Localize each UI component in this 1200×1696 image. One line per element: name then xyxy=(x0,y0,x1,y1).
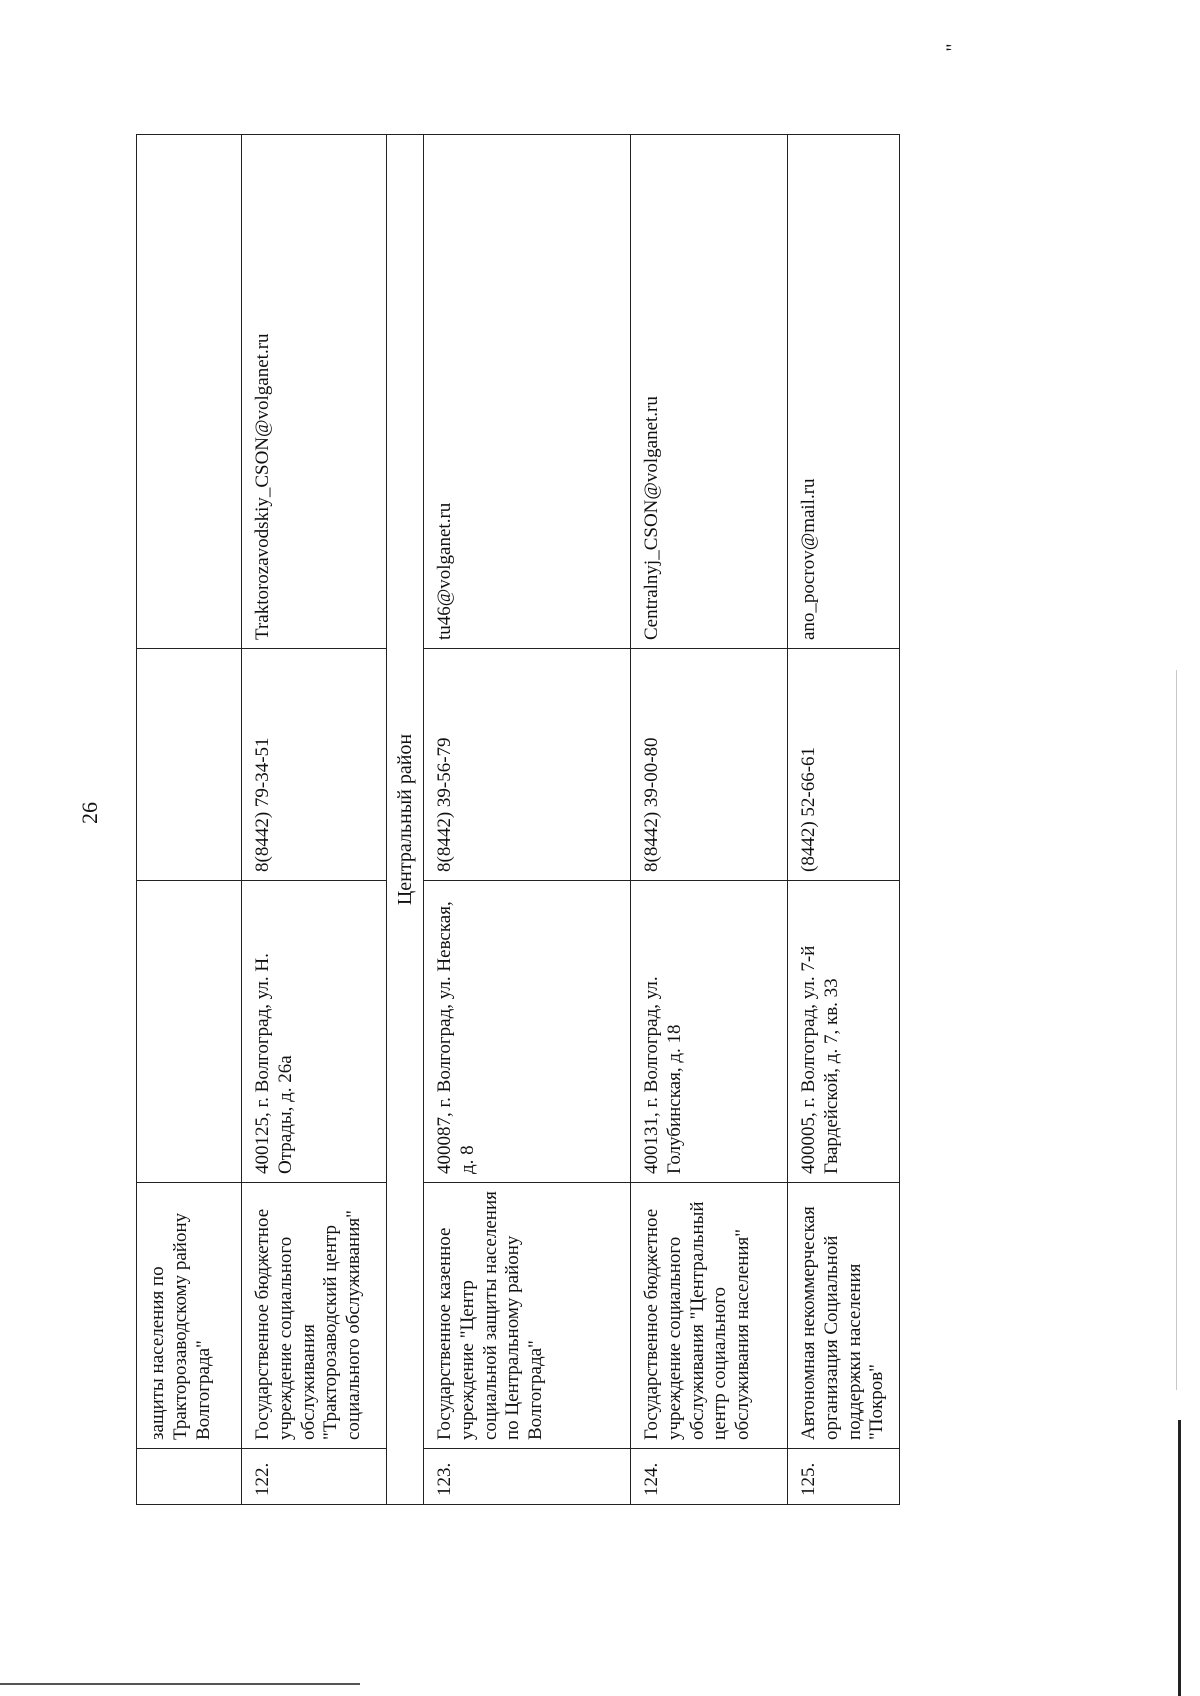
cell-email: Traktorozavodskiy_CSON@volganet.ru xyxy=(242,135,387,649)
cell-email: Centralnyj_CSON@volganet.ru xyxy=(631,135,788,649)
cell-phone: 8(8442) 39-00-80 xyxy=(631,649,788,881)
cell-name: Автономная некоммерческая организация Социальной поддержки населения "Покров" xyxy=(788,1183,900,1449)
cell-address: 400005, г. Волгоград, ул. 7-й Гвардейской, д. 7, кв. 33 xyxy=(788,881,900,1183)
cell-address: 400125, г. Волгоград, ул. Н. Отрады, д. 26а xyxy=(242,881,387,1183)
cell-name: защиты населения по Тракторозаводскому району Волгограда" xyxy=(137,1183,242,1449)
scan-edge-bottom xyxy=(0,1683,360,1685)
scan-artifact-line xyxy=(1176,670,1177,1390)
cell-phone: 8(8442) 39-56-79 xyxy=(424,649,631,881)
page-number: 26 xyxy=(77,802,102,824)
cell-number: 122. xyxy=(242,1449,387,1505)
cell-number xyxy=(137,1449,242,1505)
cell-name: Государственное казенное учреждение "Центр социальной защиты населения по Центральному району Волгограда" xyxy=(424,1183,631,1449)
district-heading: Центральный район xyxy=(387,135,424,1505)
table-container xyxy=(136,135,946,1505)
cell-address: 400087, г. Волгоград, ул. Невская, д. 8 xyxy=(424,881,631,1183)
cell-number: 123. xyxy=(424,1449,631,1505)
cell-number: 124. xyxy=(631,1449,788,1505)
cell-phone: (8442) 52-66-61 xyxy=(788,649,900,881)
cell-name: Государственное бюджетное учреждение социального обслуживания "Тракторозаводский центр социального обслуживания" xyxy=(242,1183,387,1449)
organizations-table xyxy=(136,134,900,1505)
cell-address xyxy=(137,881,242,1183)
rotated-table xyxy=(136,135,946,1505)
table-row xyxy=(424,135,631,1505)
cell-email: tu46@volganet.ru xyxy=(424,135,631,649)
cell-number: 125. xyxy=(788,1449,900,1505)
corner-mark: " xyxy=(942,43,965,52)
cell-email xyxy=(137,135,242,649)
cell-phone: 8(8442) 79-34-51 xyxy=(242,649,387,881)
district-row xyxy=(387,135,424,1505)
table-row xyxy=(631,135,788,1505)
table-row xyxy=(242,135,387,1505)
scan-edge-right xyxy=(1178,1420,1181,1696)
table-row-continued xyxy=(137,135,242,1505)
table-row xyxy=(788,135,900,1505)
cell-name: Государственное бюджетное учреждение социального обслуживания "Центральный центр социального обслуживания населения" xyxy=(631,1183,788,1449)
cell-email: ano_pocrov@mail.ru xyxy=(788,135,900,649)
cell-phone xyxy=(137,649,242,881)
cell-address: 400131, г. Волгоград, ул. Голубинская, д. 18 xyxy=(631,881,788,1183)
